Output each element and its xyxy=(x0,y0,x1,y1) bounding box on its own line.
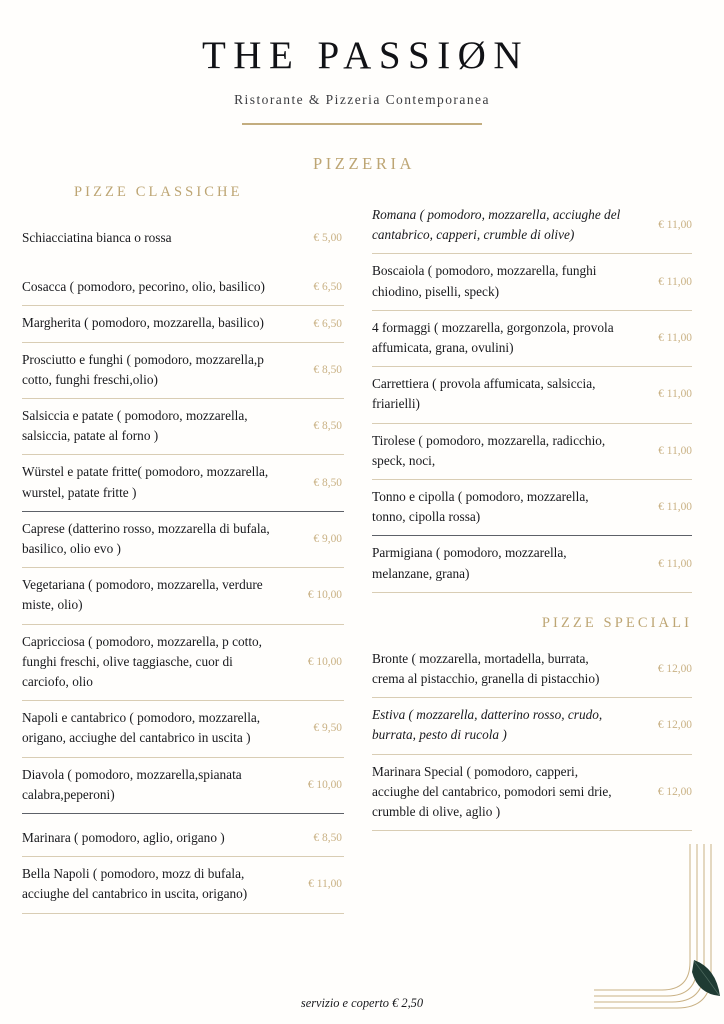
menu-item-price: € 11,00 xyxy=(658,275,692,288)
menu-item-price: € 11,00 xyxy=(658,219,692,232)
menu-item[interactable] xyxy=(372,254,692,310)
brand-subtitle: Ristorante & Pizzeria Contemporanea xyxy=(234,92,490,107)
menu-item-name: Bella Napoli ( pomodoro, mozz di bufala, acciughe del cantabrico in uscita, origano) xyxy=(22,866,248,902)
menu-item[interactable] xyxy=(372,198,692,254)
menu-item-name: Margherita ( pomodoro, mozzarella, basilico) xyxy=(22,315,264,331)
leaf-icon xyxy=(692,960,720,996)
menu-item[interactable] xyxy=(372,642,692,698)
menu-item[interactable] xyxy=(372,755,692,832)
menu-item-name: Marinara Special ( pomodoro, capperi, acciughe del cantabrico, pomodori semi drie, crumble di olive, aglio ) xyxy=(372,763,612,820)
menu-header xyxy=(0,0,724,125)
menu-item-price: € 8,50 xyxy=(313,476,342,489)
menu-item-price: € 9,50 xyxy=(313,722,342,735)
spacer xyxy=(22,814,344,821)
menu-item[interactable] xyxy=(22,270,344,306)
menu-item-price: € 12,00 xyxy=(657,785,692,798)
menu-item-price: € 11,00 xyxy=(308,878,342,891)
menu-item-name: Boscaiola ( pomodoro, mozzarella, funghi chiodino, piselli, speck) xyxy=(372,263,597,299)
menu-item[interactable] xyxy=(22,399,344,455)
menu-item-price: € 10,00 xyxy=(307,655,342,668)
menu-item-price: € 10,00 xyxy=(307,778,342,791)
menu-item-name: Estiva ( mozzarella, datterino rosso, crudo, burrata, pesto di rucola ) xyxy=(372,707,603,743)
section-title-pizze-speciali: PIZZE SPECIALI xyxy=(541,614,692,631)
menu-item[interactable] xyxy=(22,512,344,568)
menu-item[interactable] xyxy=(22,221,344,256)
menu-item[interactable] xyxy=(22,701,344,757)
menu-item[interactable] xyxy=(22,343,344,399)
service-charge-note: servizio e coperto € 2,50 xyxy=(300,996,424,1010)
menu-item[interactable] xyxy=(372,536,692,592)
menu-item[interactable] xyxy=(372,367,692,423)
menu-item-name: Carrettiera ( provola affumicata, salsiccia, friarielli) xyxy=(372,376,596,412)
page-title: THE PASSIØN xyxy=(201,34,530,77)
menu-item[interactable] xyxy=(22,821,344,857)
ornament-arc-2 xyxy=(594,844,697,996)
section-title-pizzeria: PIZZERIA xyxy=(312,154,416,173)
menu-item-name: Marinara ( pomodoro, aglio, origano ) xyxy=(22,830,225,846)
menu-item-price: € 5,00 xyxy=(313,232,342,245)
menu-item-price: € 11,00 xyxy=(658,388,692,401)
menu-item-price: € 11,00 xyxy=(658,444,692,457)
spacer xyxy=(372,184,692,198)
menu-item-name: Bronte ( mozzarella, mortadella, burrata, crema al pistacchio, granella di pistacchio) xyxy=(372,650,600,687)
menu-item-price: € 12,00 xyxy=(657,663,692,676)
menu-item[interactable] xyxy=(372,480,692,536)
ornament-arc-3 xyxy=(594,844,704,1002)
menu-item[interactable] xyxy=(372,311,692,367)
menu-item-name: Tonno e cipolla ( pomodoro, mozzarella, tonno, cipolla rossa) xyxy=(372,489,589,525)
column-left xyxy=(22,184,344,914)
section-title-pizze-classiche: PIZZE CLASSICHE xyxy=(74,184,243,200)
menu-item-name: Caprese (datterino rosso, mozzarella di bufala, basilico, olio evo ) xyxy=(22,520,270,557)
menu-item-price: € 11,00 xyxy=(658,557,692,570)
ornament-arc-4 xyxy=(594,844,711,1008)
menu-item[interactable] xyxy=(22,455,344,511)
ornament-arc-1 xyxy=(594,844,690,990)
menu-item[interactable] xyxy=(22,625,344,702)
spacer xyxy=(22,256,344,270)
menu-item-price: € 8,50 xyxy=(313,832,342,845)
menu-item-name: Vegetariana ( pomodoro, mozzarella, verdure miste, olio) xyxy=(22,577,263,613)
menu-item-name: Würstel e patate fritte( pomodoro, mozzarella, wurstel, patate fritte ) xyxy=(22,464,269,500)
menu-item-name: Cosacca ( pomodoro, pecorino, olio, basilico) xyxy=(22,279,265,295)
menu-item-name: Salsiccia e patate ( pomodoro, mozzarella, salsiccia, patate al forno ) xyxy=(22,408,248,444)
menu-item-name: Prosciutto e funghi ( pomodoro, mozzarella,p cotto, funghi freschi,olio) xyxy=(22,351,264,387)
menu-item-name: Tirolese ( pomodoro, mozzarella, radicchio, speck, noci, xyxy=(372,432,606,468)
menu-item-name: Napoli e cantabrico ( pomodoro, mozzarella, origano, acciughe del cantabrico in uscita ) xyxy=(22,710,261,746)
menu-item-name: Parmigiana ( pomodoro, mozzarella, melanzane, grana) xyxy=(372,545,567,581)
menu-item-price: € 11,00 xyxy=(658,332,692,345)
menu-item-price: € 8,50 xyxy=(313,363,342,376)
menu-item[interactable] xyxy=(372,424,692,480)
menu-item-price: € 9,00 xyxy=(313,533,342,546)
menu-item[interactable] xyxy=(372,698,692,754)
menu-item-name: Diavola ( pomodoro, mozzarella,spianata calabra,peperoni) xyxy=(22,766,242,802)
menu-item-name: Romana ( pomodoro, mozzarella, acciughe del cantabrico, capperi, crumble di olive) xyxy=(372,207,621,243)
column-right xyxy=(372,184,692,831)
menu-item[interactable] xyxy=(22,758,344,814)
menu-item-name: Capricciosa ( pomodoro, mozzarella, p cotto, funghi freschi, olive taggiasche, cuor di carciofo, olio xyxy=(22,633,262,690)
menu-item-price: € 10,00 xyxy=(307,589,342,602)
menu-item-price: € 12,00 xyxy=(657,719,692,732)
menu-item-price: € 8,50 xyxy=(313,420,342,433)
menu-item[interactable] xyxy=(22,568,344,624)
menu-item-name: Schiacciatina bianca o rossa xyxy=(22,230,172,245)
menu-item-price: € 6,50 xyxy=(313,281,342,294)
menu-item-price: € 6,50 xyxy=(313,317,342,330)
menu-item-name: 4 formaggi ( mozzarella, gorgonzola, provola affumicata, grana, ovulini) xyxy=(372,319,614,356)
menu-item[interactable] xyxy=(22,306,344,342)
header-divider xyxy=(242,123,482,125)
menu-item-price: € 11,00 xyxy=(658,501,692,514)
menu-item[interactable] xyxy=(22,857,344,913)
